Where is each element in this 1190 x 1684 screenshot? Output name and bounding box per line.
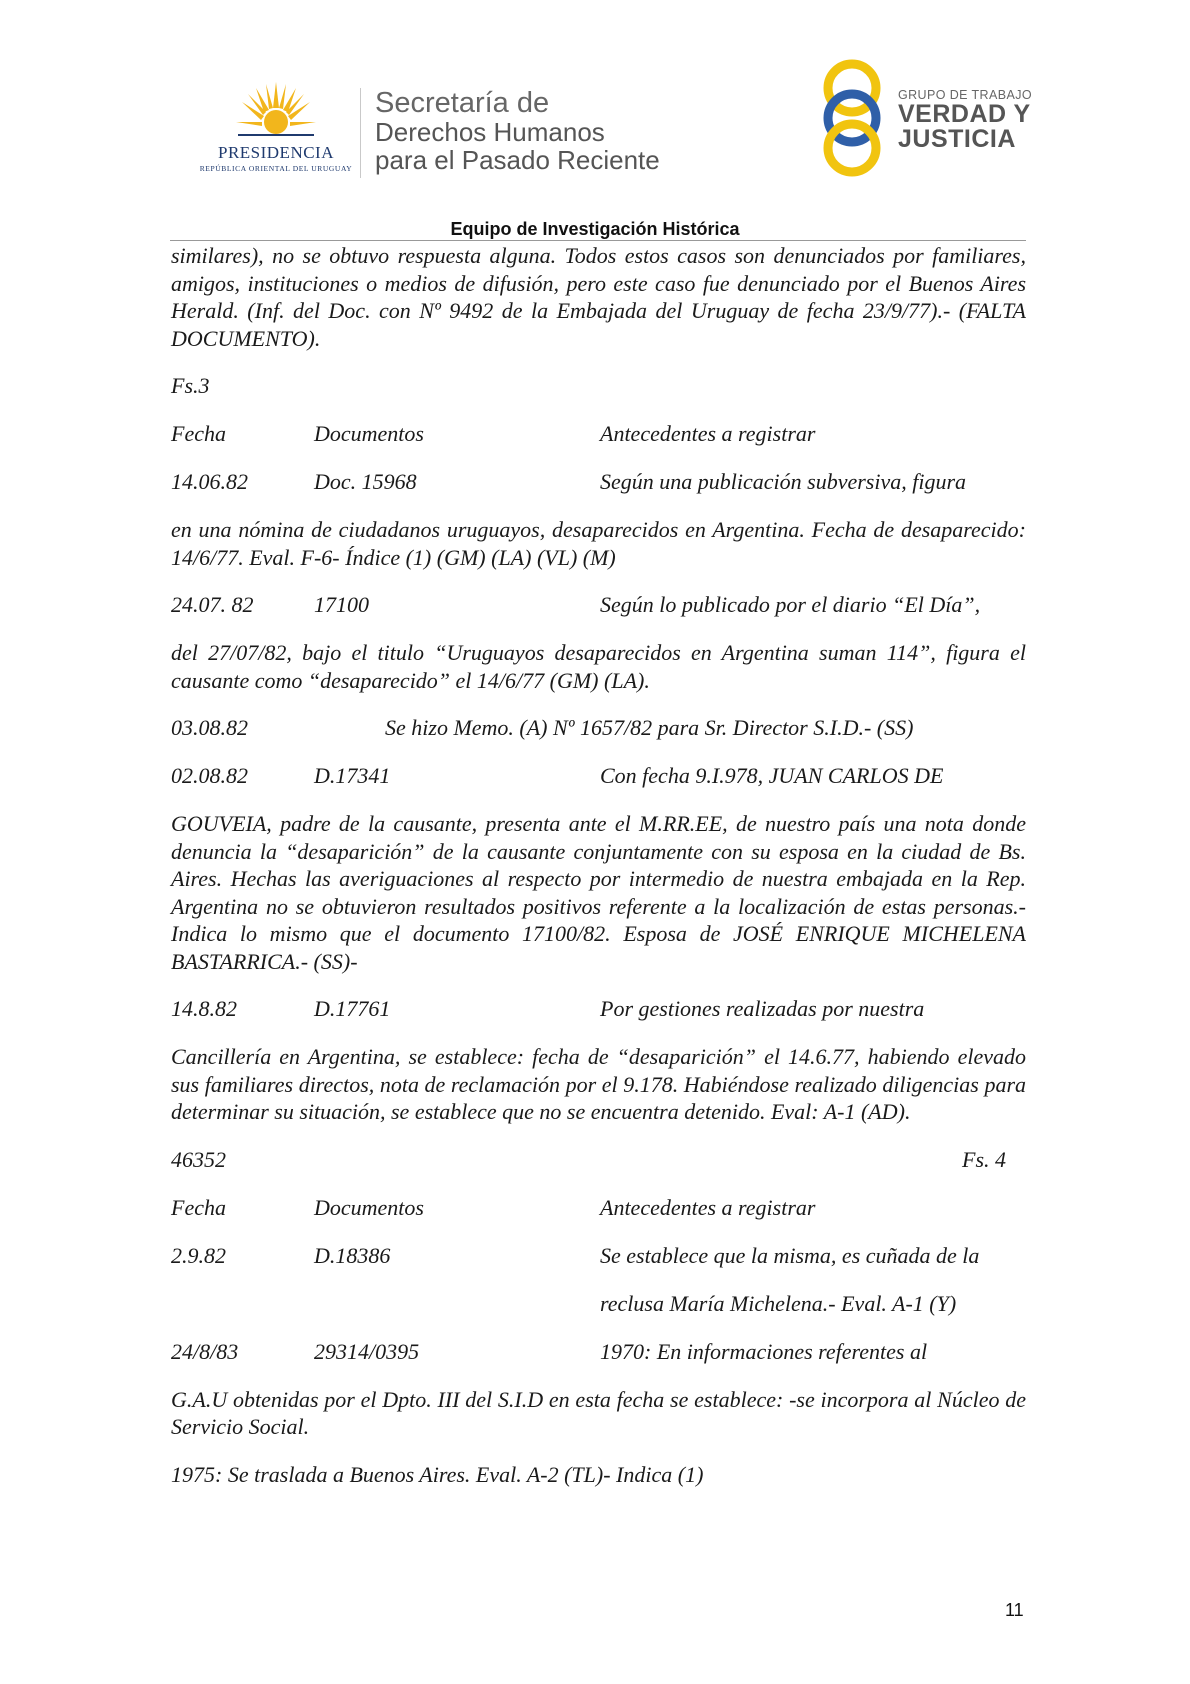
row-fecha: 02.08.82 (171, 763, 248, 788)
row-doc: 29314/0395 (314, 1338, 420, 1364)
row-text: Según lo publicado por el diario “El Día”, (600, 592, 981, 617)
col-fecha: Fecha (171, 1194, 226, 1220)
paragraph-1: similares), no se obtuvo respuesta alguna. Todos estos casos son denunciados por familiares, amigos, instituciones o medios de difusión, pero este caso fue denunciado por el Buenos Aires Herald. (Inf. del Doc. con Nº 9492 de la Embajada del Uruguay de fecha 23/9/77).- (FALTA DOCUMENTO). (171, 243, 1026, 351)
paragraph-4: GOUVEIA, padre de la causante, presenta ante el M.RR.EE, de nuestro país una nota donde denuncia la “desaparición” de la causante conjuntamente con su esposa en la ciudad de Bs. Aires. Hechas las averiguaciones al respecto por intermedio de nuestra embajada en la Rep. Argentina no se obtuvieron resultados positivos referente a la localización de estas personas.- Indica lo mismo que el documento 17100/82. Esposa de JOSÉ ENRIQUE MICHELENA BASTARRICA.- (SS)- (171, 811, 1026, 974)
row-doc: D.17761 (314, 996, 391, 1021)
presidencia-logo (196, 80, 356, 176)
document-number: 46352 (171, 1146, 226, 1172)
table-row (171, 468, 1026, 496)
secretaria-line-1: Secretaría de (375, 87, 550, 119)
header-rule (170, 240, 1026, 241)
row-text: Según una publicación subversiva, figura (600, 469, 967, 494)
paragraph-2: en una nómina de ciudadanos uruguayos, desaparecidos en Argentina. Fecha de desaparecido: 14/6/77. Eval. F-6- Índice (1) (GM) (LA) (VL) (M) (171, 517, 1026, 570)
col-documentos: Documentos (314, 1194, 424, 1220)
table-row-continuation (171, 1290, 1026, 1318)
row-fecha: 03.08.82 (171, 715, 248, 740)
paragraph-3: del 27/07/82, bajo el titulo “Uruguayos desaparecidos en Argentina suman 114”, figura el causante como “desaparecido” el 14/6/77 (GM) (LA). (171, 640, 1026, 693)
secretaria-wordmark (375, 88, 660, 174)
fs3-label: Fs.3 (171, 373, 210, 398)
page-number: 11 (1005, 1600, 1024, 1620)
row-fecha: 14.8.82 (171, 996, 237, 1021)
secretaria-line-3: para el Pasado Reciente (375, 145, 660, 175)
equipo-title: Equipo de Investigación Histórica (450, 219, 740, 239)
grupo-label: GRUPO DE TRABAJO (898, 88, 1032, 102)
table-header-2 (171, 1194, 1026, 1222)
table-row (171, 762, 1026, 790)
row-doc: 17100 (314, 592, 369, 617)
row-fecha: 24/8/83 (171, 1338, 239, 1364)
header-divider (360, 88, 361, 178)
justicia-label: JUSTICIA (898, 125, 1016, 153)
fs4-label: Fs. 4 (962, 1146, 1006, 1172)
table-row (171, 1338, 1026, 1366)
folio-row (171, 1146, 1026, 1174)
presidencia-wordmark: PRESIDENCIA (217, 143, 334, 162)
table-row (171, 714, 1026, 742)
table-row (171, 591, 1026, 619)
row-doc: D.17341 (314, 763, 391, 788)
row-text: Se establece que la misma, es cuñada de la (600, 1242, 980, 1268)
table-row (171, 995, 1026, 1023)
col-fecha: Fecha (171, 421, 226, 446)
page-header (0, 0, 1190, 250)
paragraph-5: Cancillería en Argentina, se establece: fecha de “desaparición” el 14.6.77, habiendo elevado sus familiares directos, nota de reclamación por el 9.178. Habiéndose realizado diligencias para determinar su situación, se establece que no se encuentra detenido. Eval: A-1 (AD). (171, 1044, 1026, 1124)
table-header-1 (171, 420, 1026, 448)
document-body (171, 242, 1026, 1488)
col-antecedentes: Antecedentes a registrar (600, 421, 816, 446)
row-fecha: 24.07. 82 (171, 592, 254, 617)
paragraph-7: 1975: Se traslada a Buenos Aires. Eval. A-2 (TL)- Indica (1) (171, 1461, 704, 1487)
row-doc: D.18386 (314, 1242, 391, 1268)
row-fecha: 14.06.82 (171, 469, 248, 494)
col-documentos: Documentos (314, 421, 424, 446)
paragraph-6: G.A.U obtenidas por el Dpto. III del S.I.D en esta fecha se establece: -se incorpora al Núcleo de Servicio Social. (171, 1386, 1026, 1439)
table-row (171, 1242, 1026, 1270)
republica-subtitle: REPÚBLICA ORIENTAL DEL URUGUAY (199, 164, 353, 173)
row-text: 1970: En informaciones referentes al (600, 1338, 928, 1364)
col-antecedentes: Antecedentes a registrar (600, 1194, 816, 1220)
secretaria-line-2: Derechos Humanos (375, 117, 605, 147)
row-doc: Doc. 15968 (314, 469, 417, 494)
row-text: reclusa María Michelena.- Eval. A-1 (Y) (600, 1290, 957, 1316)
row-text: Se hizo Memo. (A) Nº 1657/82 para Sr. Director S.I.D.- (SS) (385, 715, 914, 740)
verdad-justicia-wordmark (898, 88, 1032, 152)
verdad-label: VERDAD Y (898, 100, 1031, 128)
row-fecha: 2.9.82 (171, 1242, 226, 1268)
sun-emblem-icon (236, 80, 316, 140)
row-text: Por gestiones realizadas por nuestra (600, 996, 925, 1021)
row-text: Con fecha 9.I.978, JUAN CARLOS DE (600, 763, 944, 788)
fs3-label-row (171, 372, 1026, 400)
